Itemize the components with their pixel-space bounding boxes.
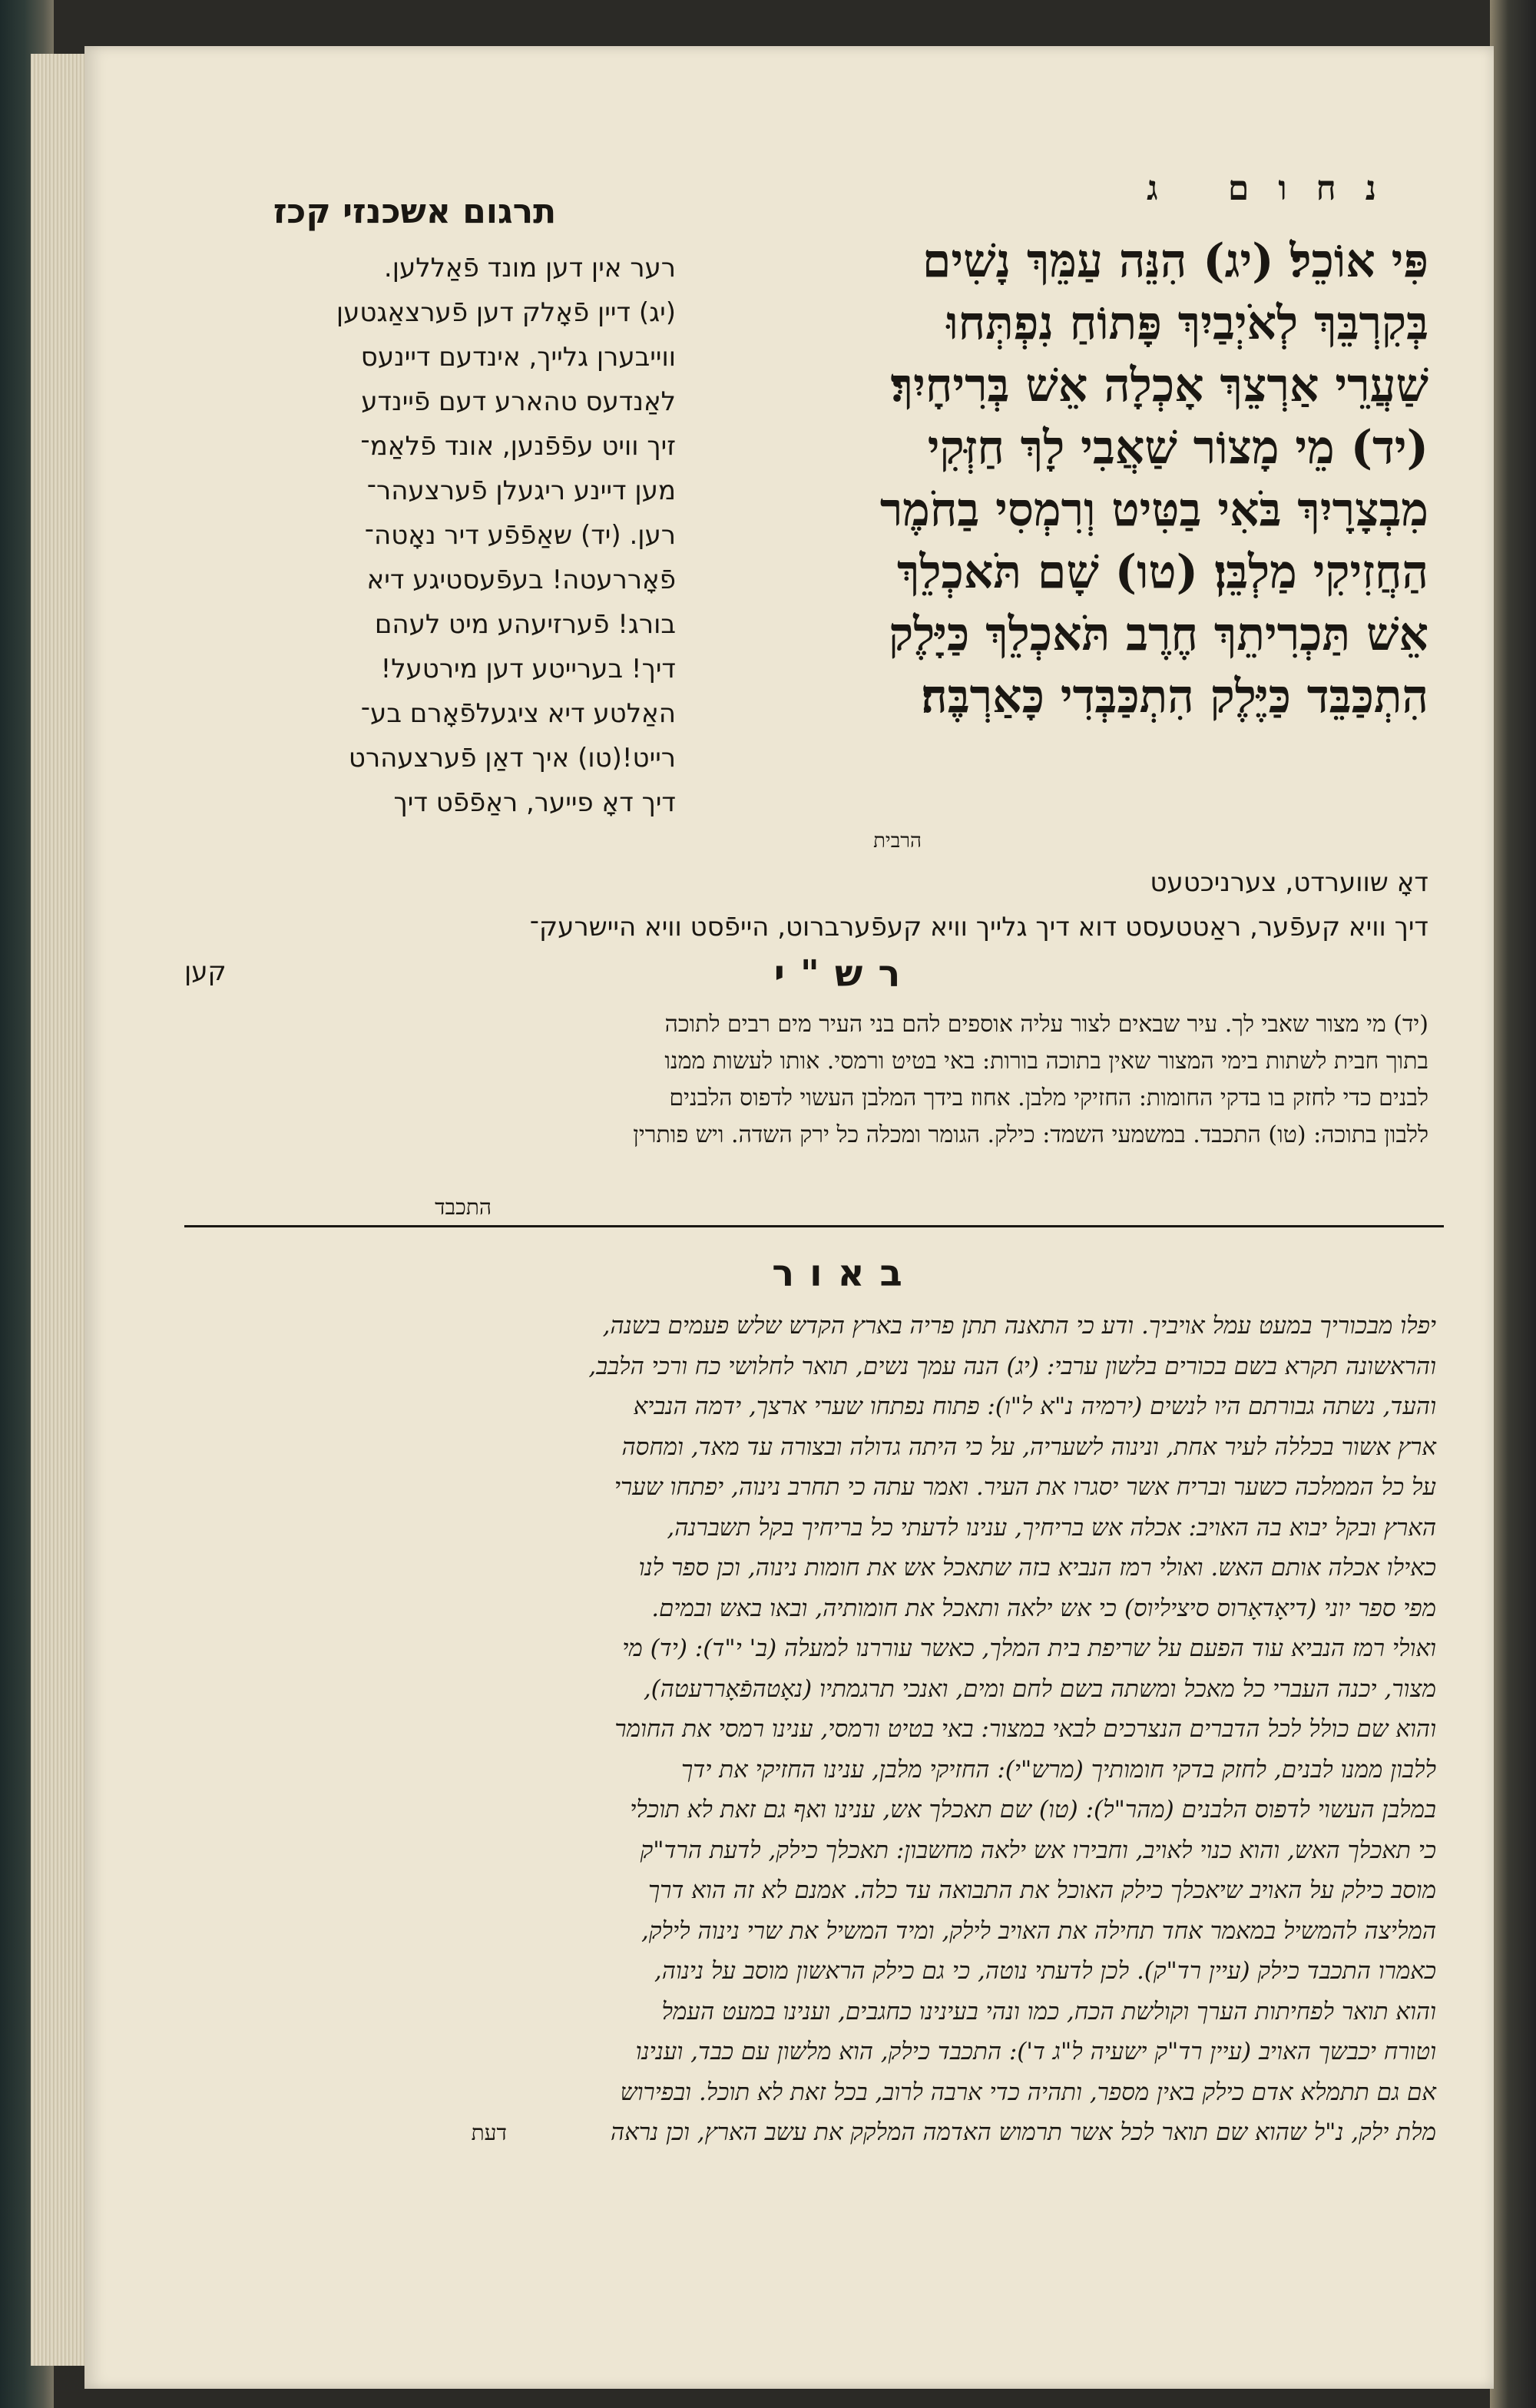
hebrew-line: בְּקִרְבֵּךְ לְאֹיְבַיִךְ פָּתוֹחַ נִפְתְּחוּ xyxy=(946,296,1428,350)
yiddish-line: רען. (יד) שאַפֿפֿע דיר נאָטה־ xyxy=(364,520,676,551)
biur-line: ללבון ממנו לבנים, לחזק בדקי חומותיך (מרש"י): החזיקי מלבן, ענינו החזיקי את ידך xyxy=(681,1755,1436,1784)
biur-line: והראשונה תקרא בשם בכורים בלשון ערבי: (יג) הנה עמך נשים, תואר לחלושי כח ורכי הלבב, xyxy=(588,1352,1436,1380)
hebrew-line: פִּי אוֹכֵל׃ (יג) הִנֵּה עַמֵּךְ נָשִׁים xyxy=(922,234,1428,288)
yiddish-line: זיך וויט עפֿפֿנען, אונד פֿלאַמ־ xyxy=(360,431,676,462)
biur-line: על כל הממלכה כשער ובריח אשר יסגרו את העיר. ואמר עתה כי תחרב נינוה, יפתחו שערי xyxy=(614,1473,1436,1501)
biur-line: הארץ ובקל יבוא בה האויב: אכלה אש בריחיך, ענינו לדעתי כל בריחיך בקל תשברנה, xyxy=(667,1513,1436,1542)
yiddish-line: (יג) דיין פֿאָלק דען פֿערצאַגטען xyxy=(336,297,676,328)
running-header-book: נחום ג xyxy=(1147,169,1405,208)
rashi-line: בתוך חבית לשתות בימי המצור שאין בתוכה בורות: באי בטיט ורמסי. אותו לעשות ממנו xyxy=(664,1048,1428,1075)
biur-line: מפי ספר יוני (דיאָדאָרוס סיציליוס) כי אש ילאה ותאכל את חומותיה, ובאו באש ובמים. xyxy=(651,1594,1436,1622)
biur-line: והעד, נשתה גבורתם היו לנשים (ירמיה נ"א ל"ו): פתוח נפתחו שערי ארצך, ידמה הנביא xyxy=(633,1393,1436,1420)
biur-line: כאילו אכלה אותם האש. ואולי רמז הנביא בזה שתאכל אש את חומות נינוה, וכן ספר לנו xyxy=(638,1554,1436,1582)
biur-heading: באור xyxy=(772,1252,918,1295)
rashi-line: (יד) מי מצור שאבי לך. עיר שבאים לצור עליה אוספים להם בני העיר מים רבים לתוכה xyxy=(664,1011,1428,1038)
hebrew-line: (יד) מֵי מָצוֹר שַׁאֲבִי לָךְ חַזְּקִי xyxy=(927,421,1428,475)
yiddish-line: רער אין דען מונד פֿאַללען. xyxy=(383,253,676,283)
hebrew-line: הִתְכַּבֵּד כַּיֶּלֶק הִתְכַּבְּדִי כָּאַרְבֶּה׃ xyxy=(921,670,1428,724)
rashi-line: ללבון בתוכה: (טו) התכבד. במשמעי השמד: כילק. הגומר ומכלה כל ירק השדה. ויש פותרין xyxy=(633,1121,1428,1148)
yiddish-line: דיך וויא קעפֿער, ראַטטעסט דוא דיך גלייך וויא קעפֿערברוט, הייפֿסט וויא היישרעק־ xyxy=(529,912,1428,942)
rashi-line: לבנים כדי לחזק בו בדקי החומות: החזיקי מלבן. אחוז בידך המלבן העשוי לדפוס הלבנים xyxy=(669,1085,1428,1111)
biur-line: מוסב כילק על האויב שיאכלך כילק האוכל את התבואה עד כלה. אמנם לא זה הוא דרך xyxy=(647,1876,1436,1904)
section-divider xyxy=(184,1225,1444,1227)
yiddish-line: קען xyxy=(184,956,227,987)
biur-line: מלת ילק, נ"ל שהוא שם תואר לכל אשר תרמוש האדמה המלקק את עשב הארץ, וכן נראה xyxy=(611,2118,1436,2146)
yiddish-line: פֿאָררעטה! בעפֿעסטיגע דיא xyxy=(366,565,676,595)
yiddish-line: דיך! בערייטע דען מירטעל! xyxy=(380,654,676,684)
yiddish-line: ווייבערן גלייך, אינדעם דיינעס xyxy=(360,342,676,373)
biur-line: והוא תואר לפחיתות הערך וקולשת הכח, כמו ונהי בעינינו כחגבים, וענינו במעט העמל xyxy=(661,1997,1436,2025)
rashi-commentary xyxy=(184,1006,1428,1154)
biur-line: יפלו מבכוריך במעט עמל אויביך. ודע כי התאנה תתן פריה בארץ הקדש שלש פעמים בשנה, xyxy=(602,1312,1436,1340)
yiddish-line: מען דיינע ריגעלן פֿערצעהר־ xyxy=(366,475,676,506)
hebrew-line: אֵשׁ תַּכְרִיתֵךְ חֶרֶב תֹּאכְלֵךְ כַּיָּלֶק xyxy=(889,608,1428,661)
biur-line: ארץ אשור בכללה לעיר אחת, ונינוה לשעריה, על כי היתה גדולה ובצורה עד מאד, ומחסה xyxy=(621,1433,1436,1461)
biur-line: כי תאכלך האש, והוא כנוי לאויב, וחבירו אש ילאה מחשבון: תאכלך כילק, לדעת הרד"ק xyxy=(640,1836,1436,1864)
biur-line: וטורח יכבשך האויב (עיין רד"ק ישעיה ל"ג ד'): התכבד כילק, הוא מלשון עם כבד, וענינו xyxy=(635,2038,1436,2065)
biur-line: מצור, יכנה העברי כל מאכל ומשתה בשם לחם ומים, ואנכי תרגמתיו (נאָטהפֿאָררעטה), xyxy=(643,1674,1436,1703)
biur-line: אם גם תתמלא אדם כילק באין מספר, ותהיה כדי ארבה לרוב, בכל זאת לא תוכל. ובפירוש xyxy=(620,2078,1436,2106)
biur-catchword: דעת xyxy=(471,2120,507,2145)
book-spine xyxy=(1490,0,1536,2408)
yiddish-line: דיך דאָ פייער, ראַפֿפֿט דיך xyxy=(393,787,676,818)
biur-line: כאמרו התכבד כילק (עיין רד"ק). לכן לדעתי נוטה, כי גם כילק הראשון מוסב על נינוה, xyxy=(654,1957,1436,1985)
running-header-targum: תרגום אשכנזי קכז xyxy=(273,192,557,231)
hebrew-line: שַׁעֲרֵי אַרְצֵךְ אָכְלָה אֵשׁ בְּרִיחָיִךְ׃ xyxy=(890,359,1428,412)
yiddish-line: רייט!(טו) איך דאַן פֿערצעהרט xyxy=(348,743,676,773)
yiddish-translation-column xyxy=(184,246,676,825)
hebrew-catchword: הרבית xyxy=(873,830,922,853)
yiddish-line: האַלטע דיא ציגעלפֿאָרם בע־ xyxy=(360,698,676,729)
biur-line: במלבן העשוי לדפוס הלבנים (מהר"ל): (טו) שם תאכלך אש, ענינו ואף גם זאת לא תוכלי xyxy=(630,1796,1436,1823)
yiddish-line: דאָ שווערדט, צערניכטעט xyxy=(1150,867,1428,898)
rashi-heading: רש"י xyxy=(773,952,916,995)
hebrew-line: מִבְצָרָיִךְ בֹּאִי בַטִּיט וְרִמְסִי בַחֹמֶר xyxy=(879,483,1428,537)
biur-line: המליצה להמשיל במאמר אחד תחילה את האויב לילק, ומיד המשיל את שרי נינוה לילק, xyxy=(641,1916,1436,1945)
yiddish-line: בורג! פֿערזיעהע מיט לעהם xyxy=(374,609,676,640)
biur-commentary xyxy=(184,1306,1436,2153)
biur-line: ואולי רמז הנביא עוד הפעם על שריפת בית המלך, כאשר עוררנו למעלה (ב' י"ד): (יד) מי xyxy=(622,1635,1436,1662)
hebrew-verse-text xyxy=(691,230,1428,728)
rashi-catchword: התכבד xyxy=(435,1194,492,1220)
biur-line: והוא שם כולל לכל הדברים הנצרכים לבאי במצור: באי בטיט ורמסי, ענינו רמסי את החומר xyxy=(614,1715,1436,1743)
hebrew-line: הַחֲזִיקִי מַלְבֵּן׃ (טו) שָׁם תֹּאכְלֵךְ xyxy=(897,545,1428,599)
yiddish-line: לאַנדעס טהארע דעם פֿיינדע xyxy=(361,386,676,417)
